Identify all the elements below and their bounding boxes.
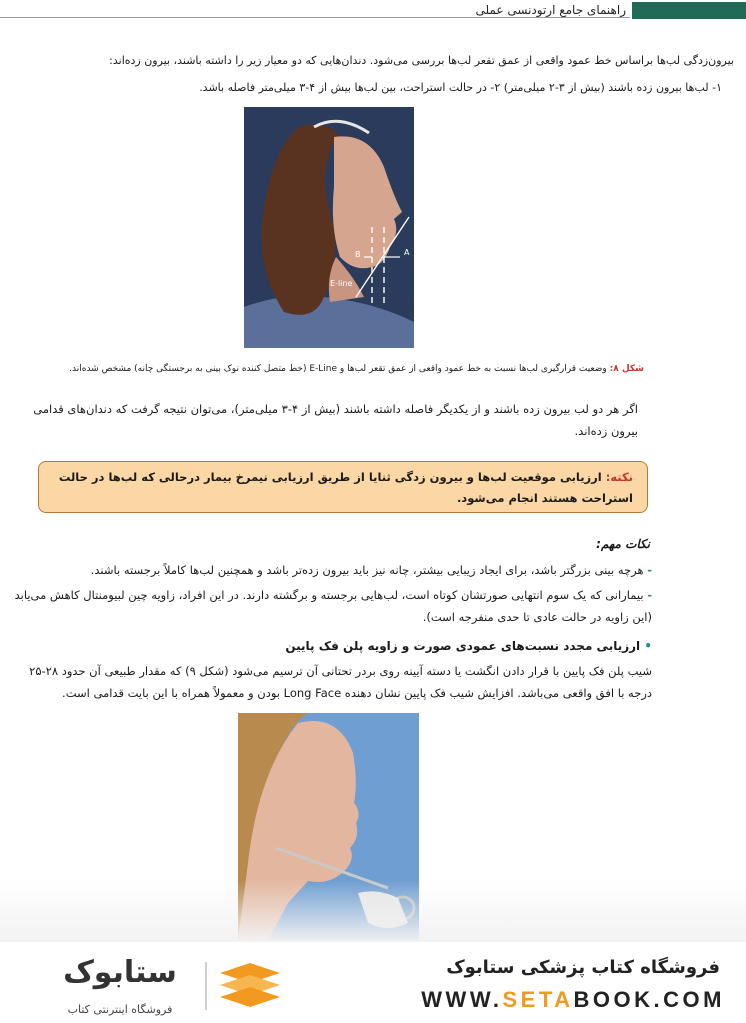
header-color-bar bbox=[632, 2, 746, 19]
important-notes-heading: نکات مهم: bbox=[596, 537, 650, 551]
bullet-text: بیمارانی که یک سوم انتهایی صورتشان کوتاه است، لب‌هایی برجسته و برگشته دارند. در این افراد، زاویه چین لبیومنتال کاهش می‌یابد (این زاویه در حالت عادی تا حدی منفرجه است). bbox=[14, 588, 652, 624]
logo-divider bbox=[205, 962, 207, 1010]
list-item bbox=[12, 559, 652, 581]
store-logo-icon bbox=[215, 963, 285, 1013]
page-bottom-fade bbox=[0, 880, 746, 942]
bullet-dot: • bbox=[644, 639, 652, 653]
profile-illustration bbox=[244, 107, 414, 348]
figure-8-caption bbox=[12, 362, 644, 376]
note-label: نکته: bbox=[605, 470, 633, 484]
bullet-text: هرچه بینی بزرگتر باشد، برای ایجاد زیبایی بیشتر، چانه نیز باید بیرون زده‌تر باشد و همچنین لب‌ها کاملاً برجسته باشند. bbox=[90, 563, 644, 577]
figure-8-profile-photo bbox=[244, 107, 414, 348]
url-accent: SETA bbox=[502, 987, 574, 1012]
note-box bbox=[38, 461, 648, 513]
url-part-2: BOOK.COM bbox=[573, 987, 725, 1012]
paragraph-intro: بیرون‌زدگی لب‌ها براساس خط عمود واقعی از عمق تقعر لب‌ها بررسی می‌شود. دندان‌هایی که دو معیار زیر را داشته باشند، بیرون زده‌اند: bbox=[109, 54, 734, 67]
note-text: ارزیابی موقعیت لب‌ها و بیرون زدگی ثنایا از طریق ارزیابی نیمرخ بیمار درحالی که لب‌ها در حالت استراحت هستند انجام می‌شود. bbox=[58, 470, 633, 505]
section-heading-item bbox=[200, 635, 652, 657]
paragraph-mandibular-plane: شیب پلن فک پایین با قرار دادن انگشت یا دسته آیینه روی بردر تحتانی آن ترسیم می‌شود (شکل ۹) که مقدار طبیعی آن حدود ۲۸-۲۵ درجه با افق واقعی می‌باشد. افزایش شیب فک پایین نشان دهنده Long Face بودن و معمولاً همراه با این بایت قدامی است. bbox=[29, 664, 652, 700]
bullet-dash: - bbox=[647, 588, 652, 602]
url-part-1: WWW. bbox=[421, 987, 503, 1012]
paragraph-protrusion: اگر هر دو لب بیرون زده باشند و از یکدیگر فاصله داشته باشند (بیش از ۴-۳ میلی‌متر)، می‌توان نتیجه گرفت که دندان‌های قدامی بیرون زده‌اند. bbox=[33, 402, 638, 438]
section-heading: ارزیابی مجدد نسبت‌های عمودی صورت و زاویه پلن فک پایین bbox=[285, 639, 641, 653]
figure-label-b: B bbox=[355, 250, 361, 259]
store-url-link[interactable] bbox=[385, 987, 725, 1013]
figure-label-a: A bbox=[404, 248, 410, 257]
paragraph-criteria: ۱- لب‌ها بیرون زده باشند (بیش از ۳-۲ میلی‌متر) ۲- در حالت استراحت، بین لب‌ها بیش از ۴-۳ میلی‌متر فاصله باشد. bbox=[199, 81, 722, 94]
running-header-title: راهنمای جامع ارتودنسی عملی bbox=[475, 3, 626, 17]
logo-subtitle: فروشگاه اینترنتی کتاب bbox=[67, 1003, 173, 1016]
store-name: فروشگاه کتاب پزشکی ستابوک bbox=[446, 957, 720, 978]
list-item bbox=[12, 584, 652, 628]
caption-text: وضعیت قرارگیری لب‌ها نسبت به خط عمود واقعی از عمق تقعر لب‌ها و E-Line (خط متصل کننده نوک بینی به برجستگی چانه) مشخص شده‌اند. bbox=[69, 364, 610, 374]
logo-wordmark: ستابوک bbox=[63, 955, 177, 990]
bullet-dash: - bbox=[647, 563, 652, 577]
figure-label-eline: E-line bbox=[330, 279, 353, 288]
caption-label: شکل ۸: bbox=[609, 364, 644, 374]
